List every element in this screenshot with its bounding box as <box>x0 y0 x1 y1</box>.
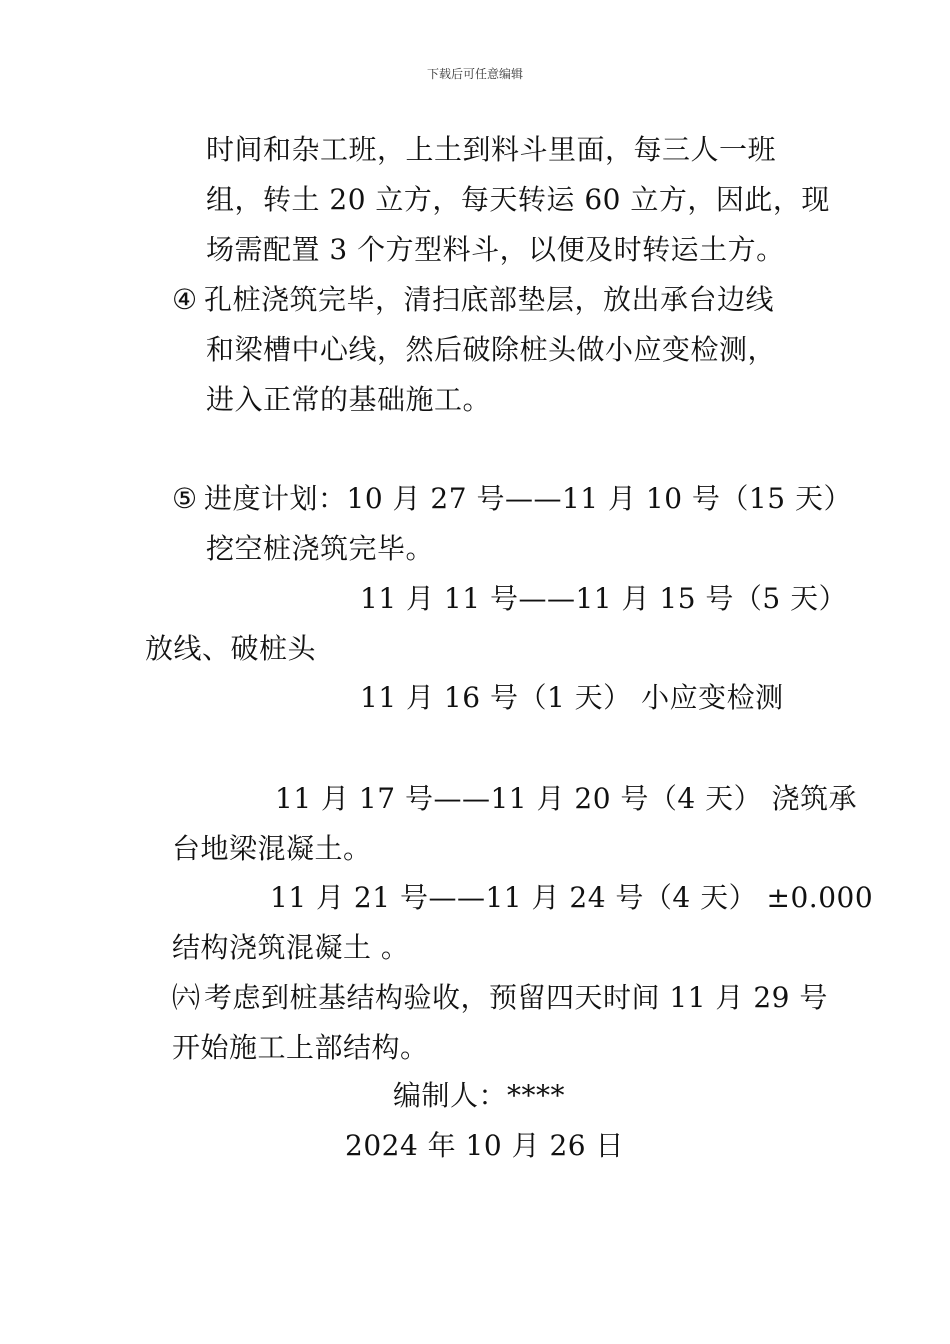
item6-text-1: 考虑到桩基结构验收，预留四天时间 11 月 29 号 <box>204 981 828 1014</box>
schedule-line-7: 结构浇筑混凝土 。 <box>172 931 410 964</box>
schedule-line-2: 放线、破桩头 <box>145 632 317 665</box>
item4-line-1 <box>172 282 774 318</box>
schedule-line-3: 11 月 16 号（1 天） 小应变检测 <box>360 681 784 714</box>
item6-line-2: 开始施工上部结构。 <box>172 1031 429 1064</box>
document-date: 2024 年 10 月 26 日 <box>345 1129 625 1162</box>
item6-line-1 <box>172 980 828 1016</box>
schedule-line-6: 11 月 21 号——11 月 24 号（4 天） ±0.000 <box>270 881 874 914</box>
item3-line-2: 组，转土 20 立方，每天转运 60 立方，因此，现 <box>206 183 830 216</box>
item4-line-2: 和梁槽中心线，然后破除桩头做小应变检测， <box>206 333 777 366</box>
page-header: 下载后可任意编辑 <box>426 67 523 81</box>
item6-marker: ㈥ <box>172 981 201 1014</box>
item3-line-3: 场需配置 3 个方型料斗，以便及时转运土方。 <box>206 233 785 266</box>
item5-line-1 <box>172 481 852 517</box>
item4-marker: ④ <box>172 283 198 316</box>
item5-marker: ⑤ <box>172 482 198 515</box>
item3-line-1: 时间和杂工班，上土到料斗里面，每三人一班 <box>206 133 777 166</box>
compiler-label: 编制人：**** <box>393 1079 566 1112</box>
schedule-line-4: 11 月 17 号——11 月 20 号（4 天） 浇筑承 <box>275 782 858 815</box>
item5-text-1: 进度计划：10 月 27 号——11 月 10 号（15 天） <box>204 482 852 515</box>
item4-text-1: 孔桩浇筑完毕，清扫底部垫层，放出承台边线 <box>204 283 775 316</box>
item5-line-2: 挖空桩浇筑完毕。 <box>206 532 435 565</box>
schedule-line-1: 11 月 11 号——11 月 15 号（5 天） <box>360 582 848 615</box>
item4-line-3: 进入正常的基础施工。 <box>206 383 492 416</box>
schedule-line-5: 台地梁混凝土。 <box>172 832 372 865</box>
